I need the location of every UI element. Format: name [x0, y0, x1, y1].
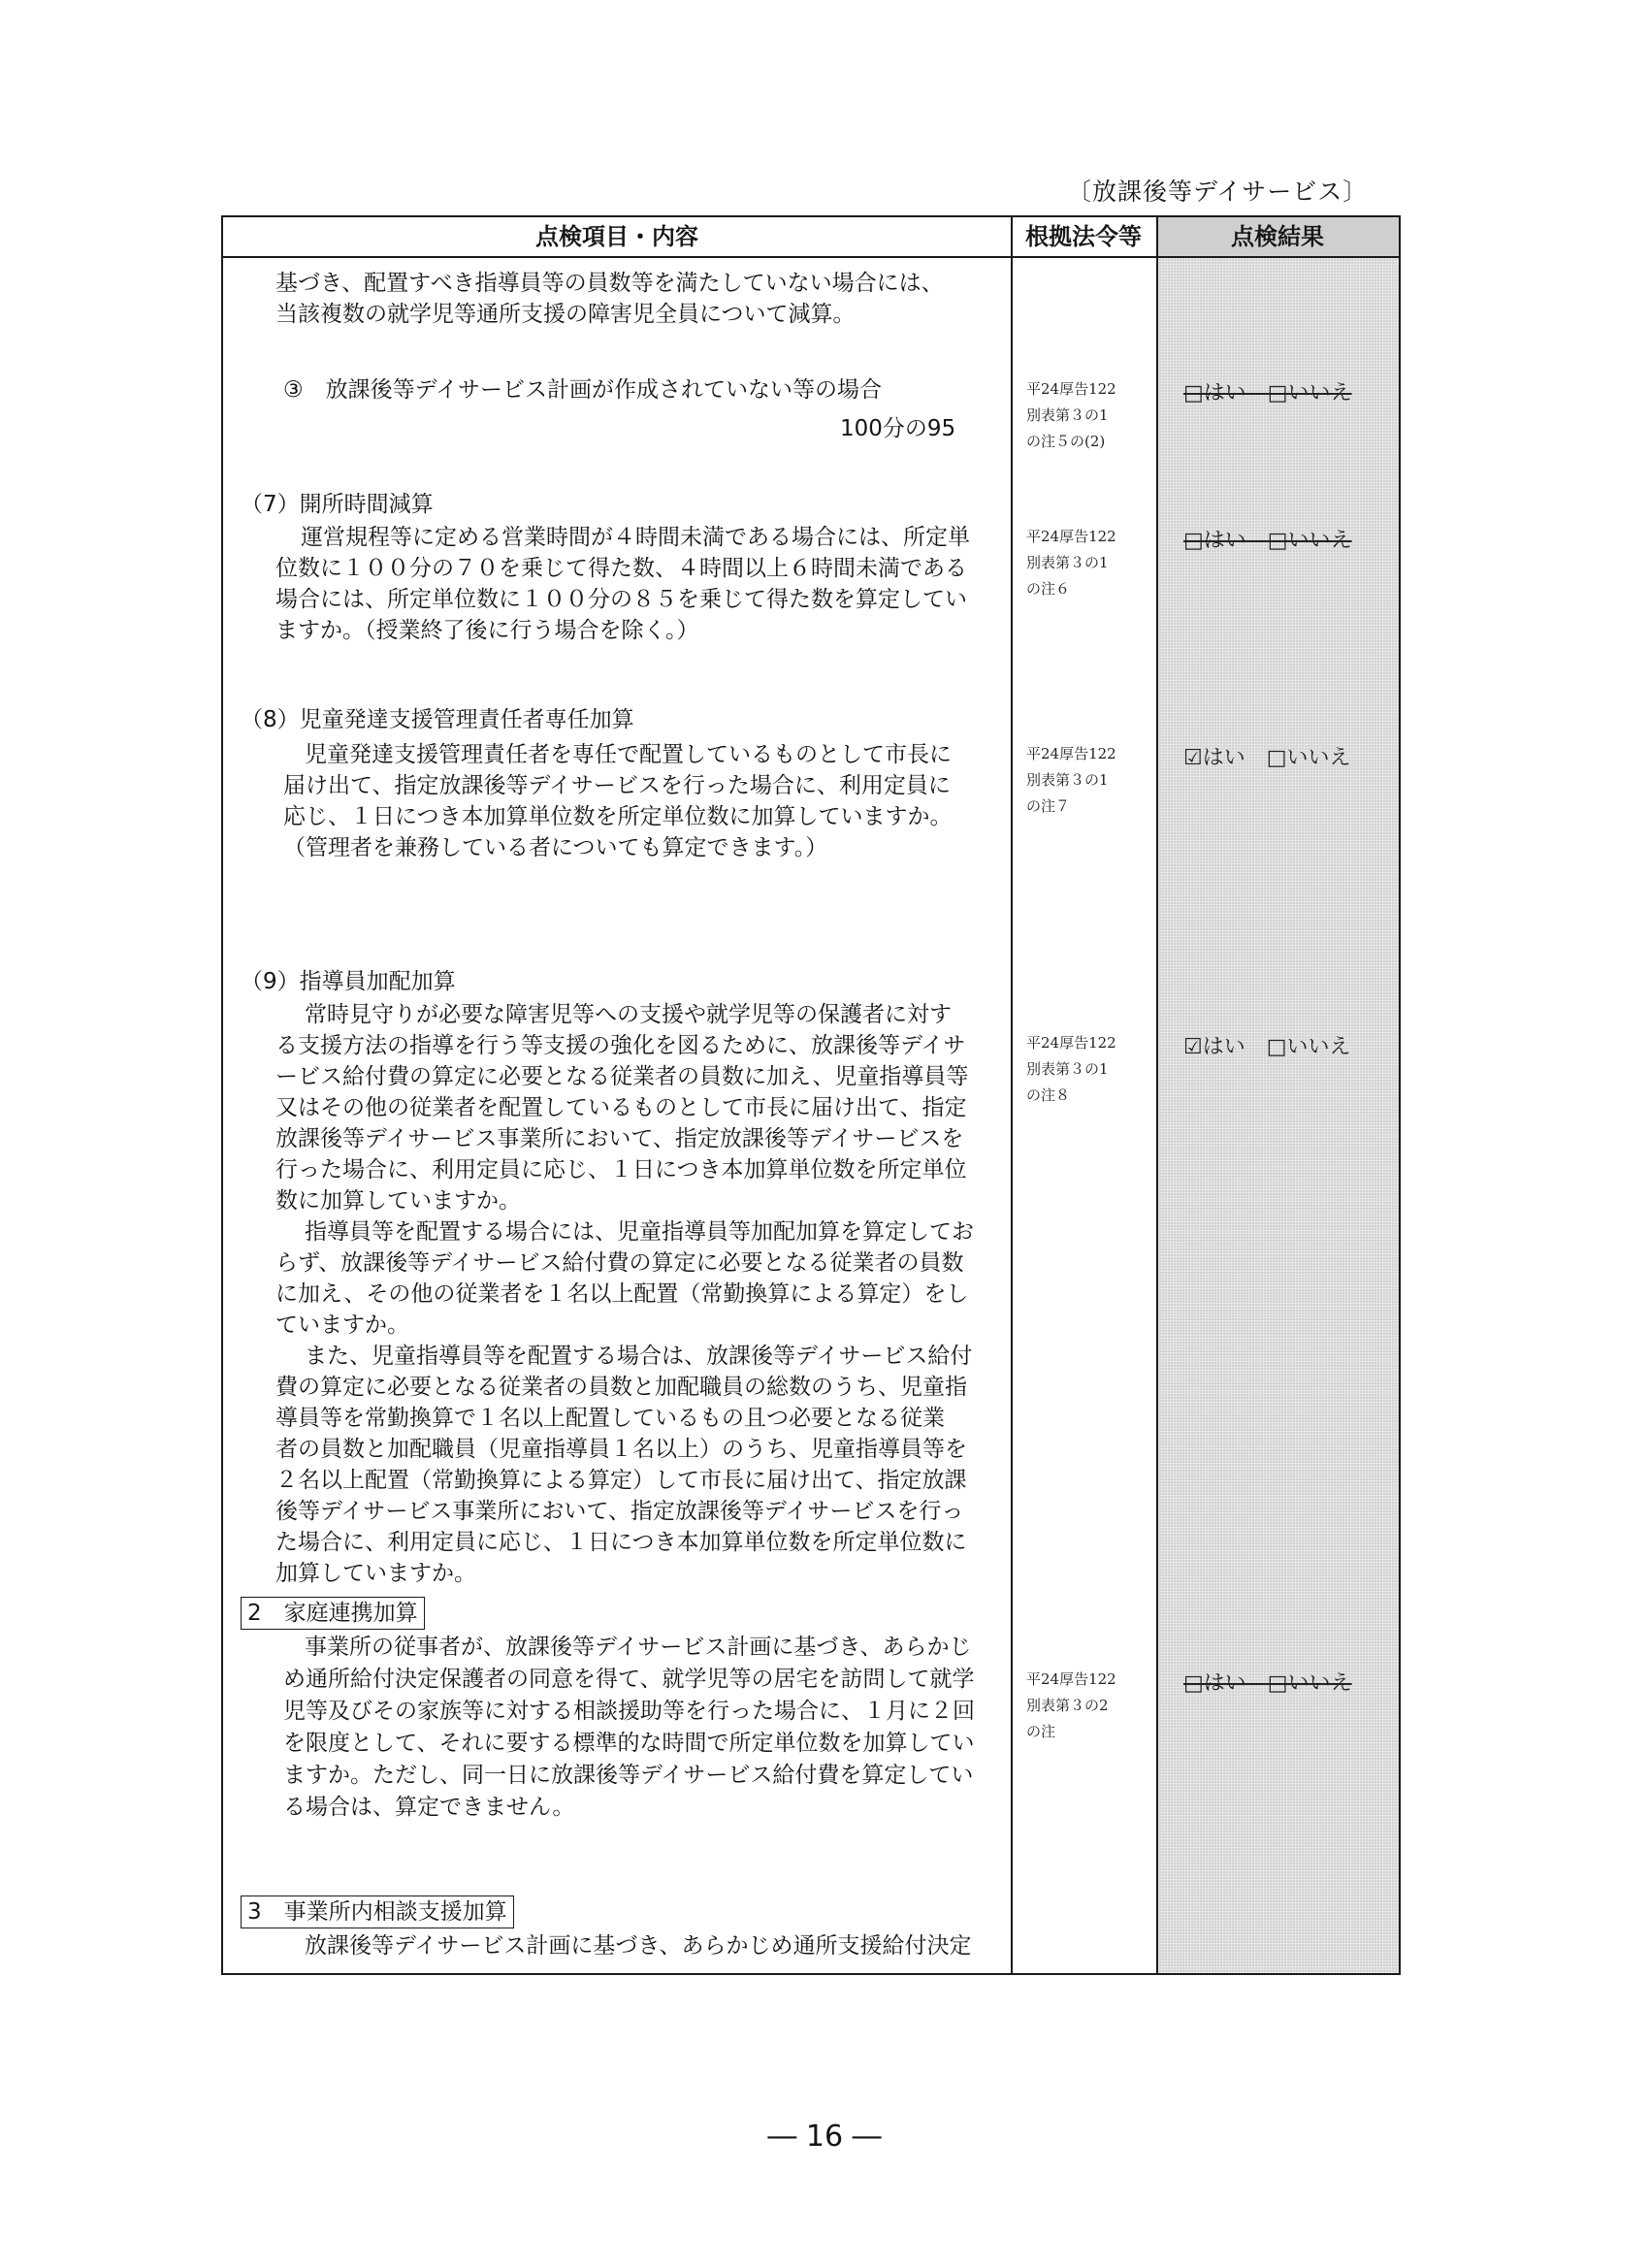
intro-line-2: 当該複数の就学児等通所支援の障害児全員について減算。 — [275, 302, 856, 327]
table-header — [223, 217, 1399, 258]
page-number: ― 16 ― — [767, 2120, 882, 2154]
r9-basis: 平24厚告122 別表第３の1 の注８ — [1026, 1034, 1116, 1104]
intro-line-1: 基づき、配置すべき指導員等の員数等を満たしていない場合には、 — [275, 271, 944, 296]
service-type-label: 〔放課後等デイサービス〕 — [1067, 178, 1369, 206]
r7-basis: 平24厚告122 別表第３の1 の注６ — [1026, 528, 1116, 598]
r8-line-3: 応じ、１日につき本加算単位数を所定単位数に加算していますか。 — [283, 804, 953, 829]
section-2-title: 家庭連携加算 — [283, 1601, 418, 1626]
r9-line-17: 後等デイサービス事業所において、指定放課後等デイサービスを行っ — [275, 1499, 964, 1524]
r9-line-7: 数に加算していますか。 — [275, 1188, 521, 1214]
r9-line-14: 導員等を常勤換算で１名以上配置しているもの且つ必要となる従業 — [275, 1406, 945, 1431]
section-2-number: 2 — [247, 1601, 262, 1626]
r9-line-9: らず、放課後等デイサービス給付費の算定に必要となる従業者の員数 — [275, 1250, 964, 1276]
r9-line-16: ２名以上配置（常勤換算による算定）して市長に届け出て、指定放課 — [275, 1468, 967, 1493]
r8-line-2: 届け出て、指定放課後等デイサービスを行った場合に、利用定員に — [283, 773, 951, 798]
s2-line-6: る場合は、算定できません。 — [283, 1795, 575, 1820]
r7-line-2: 位数に１００分の７０を乗じて得た数、４時間以上６時間未満である — [275, 556, 967, 581]
r9-line-19: 加算していますか。 — [275, 1561, 476, 1586]
r9-line-4: 又はその他の従業者を配置しているものとして市長に届け出て、指定 — [275, 1095, 967, 1120]
s2-line-4: を限度として、それに要する標準的な時間で所定単位数を加算してい — [283, 1731, 975, 1756]
s3-line-1: 放課後等デイサービス計画に基づき、あらかじめ通所支援給付決定 — [305, 1933, 972, 1959]
section-3-title: 事業所内相談支援加算 — [283, 1899, 507, 1925]
r9-line-18: た場合に、利用定員に応じ、１日につき本加算単位数を所定単位数に — [275, 1530, 967, 1555]
section-3-number: 3 — [247, 1899, 262, 1925]
header-result: 点検結果 — [1156, 217, 1399, 256]
s2-line-2: め通所給付決定保護者の同意を得て、就学児等の居宅を訪問して就学 — [283, 1667, 975, 1692]
r9-line-2: る支援方法の指導を行う等支援の強化を図るために、放課後等デイサ — [275, 1033, 966, 1058]
result-column-shading — [1158, 258, 1399, 1973]
r9-line-1: 常時見守りが必要な障害児等への支援や就学児等の保護者に対す — [305, 1002, 952, 1027]
r9-line-12: また、児童指導員等を配置する場合は、放課後等デイサービス給付 — [305, 1344, 973, 1369]
r7-result: □はい □いいえ — [1183, 529, 1352, 553]
r3-line-1: ③ 放課後等デイサービス計画が作成されていない等の場合 — [283, 377, 883, 403]
r7-title: （7）開所時間減算 — [241, 492, 434, 517]
r7-line-4: ますか。（授業終了後に行う場合を除く。） — [275, 618, 699, 643]
r9-line-13: 費の算定に必要となる従業者の員数と加配職員の総数のうち、児童指 — [275, 1375, 967, 1400]
header-basis: 根拠法令等 — [1025, 223, 1142, 250]
section-2-heading — [241, 1597, 425, 1630]
r9-result: ☑はい □いいえ — [1183, 1035, 1351, 1059]
r8-line-4: （管理者を兼務している者についても算定できます。） — [283, 835, 828, 860]
r9-line-3: ービス給付費の算定に必要となる従業者の員数に加え、児童指導員等 — [275, 1064, 969, 1089]
r8-title: （8）児童発達支援管理責任者専任加算 — [241, 707, 634, 732]
r9-title: （9）指導員加配加算 — [241, 969, 456, 994]
r9-line-8: 指導員等を配置する場合には、児童指導員等加配加算を算定してお — [305, 1219, 974, 1245]
inspection-table — [221, 215, 1401, 1975]
r9-line-10: に加え、その他の従業者を１名以上配置（常勤換算による算定）をし — [275, 1281, 969, 1307]
r9-line-6: 行った場合に、利用定員に応じ、１日につき本加算単位数を所定単位 — [275, 1157, 967, 1183]
r9-line-11: ていますか。 — [275, 1312, 409, 1338]
s2-basis: 平24厚告122 別表第３の2 の注 — [1026, 1670, 1116, 1740]
r8-line-1: 児童発達支援管理責任者を専任で配置しているものとして市長に — [305, 742, 952, 767]
r7-line-3: 場合には、所定単位数に１００分の８５を乗じて得た数を算定してい — [275, 587, 967, 612]
column-divider-1 — [1011, 217, 1013, 1973]
s2-line-1: 事業所の従事者が、放課後等デイサービス計画に基づき、あらかじ — [305, 1635, 972, 1660]
r3-result: □はい □いいえ — [1183, 381, 1352, 405]
r9-line-5: 放課後等デイサービス事業所において、指定放課後等デイサービスを — [275, 1126, 964, 1151]
s2-line-3: 児等及びその家族等に対する相談援助等を行った場合に、１月に２回 — [283, 1699, 975, 1724]
header-item: 点検項目・内容 — [535, 223, 698, 250]
r7-line-1: 運営規程等に定める営業時間が４時間未満である場合には、所定単 — [301, 525, 970, 550]
r3-basis: 平24厚告122 別表第３の1 の注５の(2) — [1026, 380, 1116, 450]
r3-line-2: 100分の95 — [840, 416, 956, 441]
s2-line-5: ますか。ただし、同一日に放課後等デイサービス給付費を算定してい — [283, 1763, 974, 1788]
section-3-heading — [241, 1895, 514, 1928]
r9-line-15: 者の員数と加配職員（児童指導員１名以上）のうち、児童指導員等を — [275, 1437, 967, 1462]
r8-result: ☑はい □いいえ — [1183, 746, 1351, 770]
r8-basis: 平24厚告122 別表第３の1 の注７ — [1026, 745, 1116, 815]
column-divider-2 — [1156, 217, 1158, 1973]
s2-result: □はい □いいえ — [1183, 1671, 1352, 1696]
